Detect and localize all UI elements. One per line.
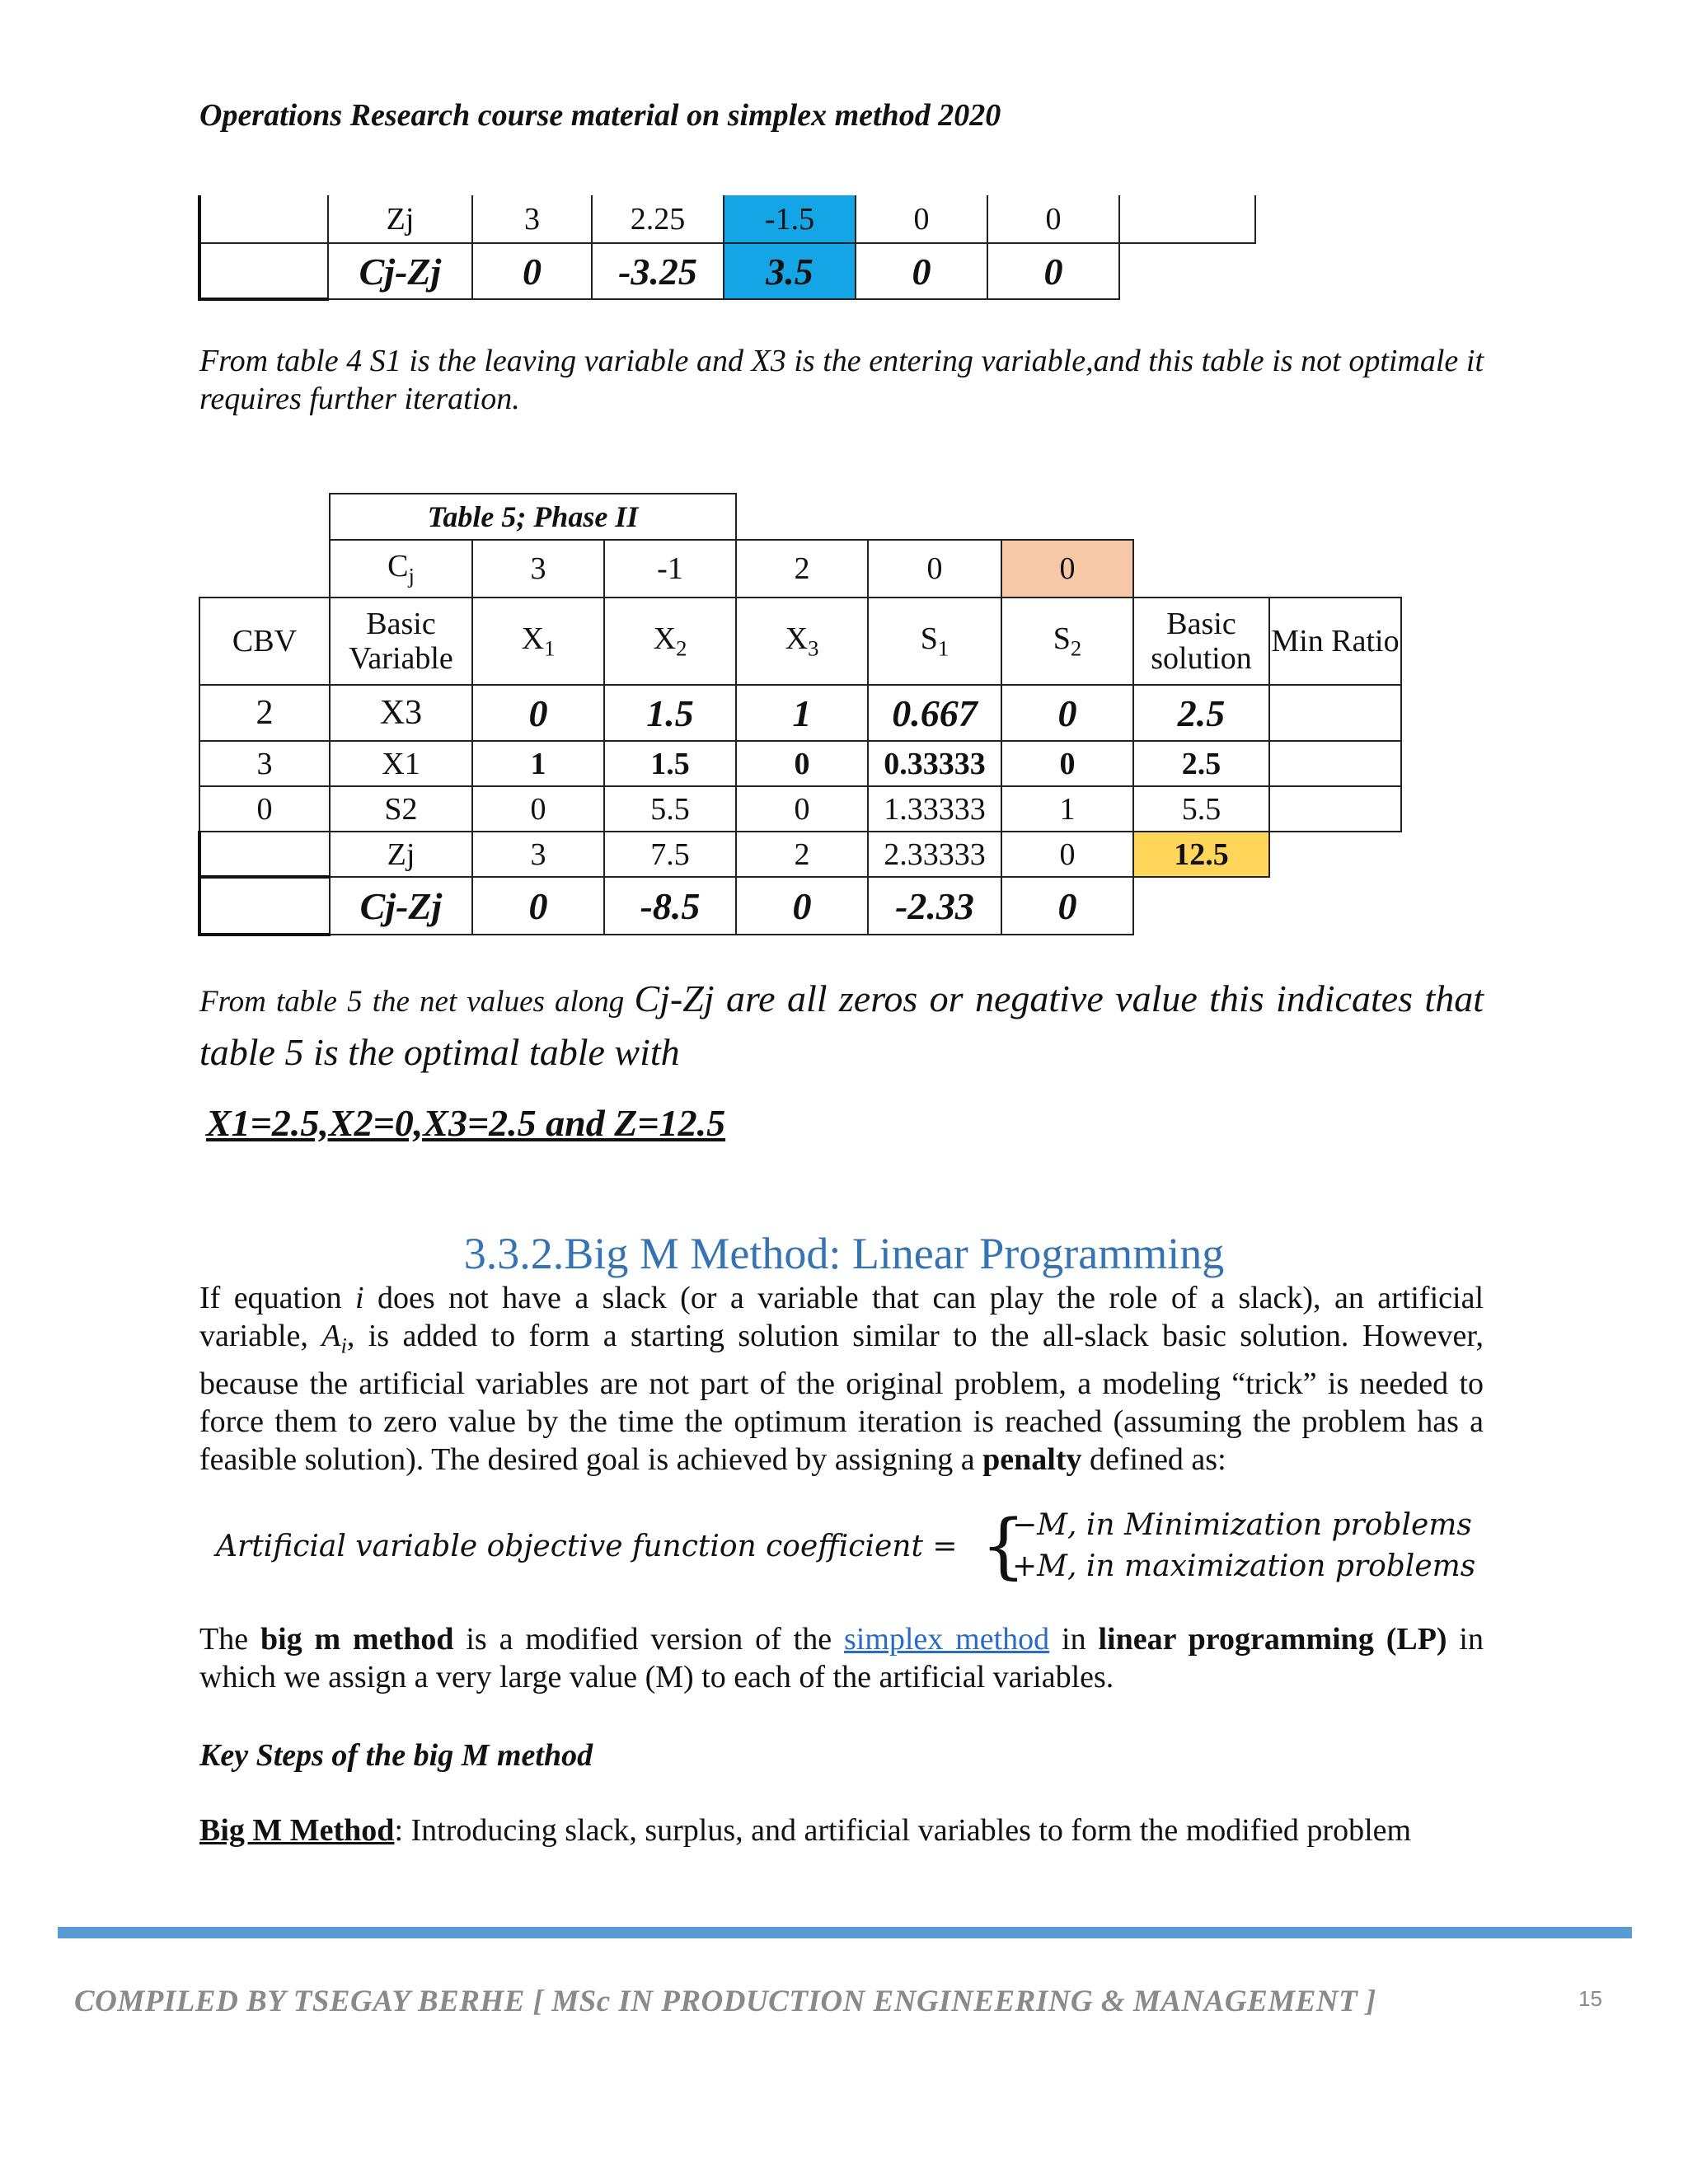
table-cell: 0 <box>199 786 330 832</box>
table-cell: 1 <box>736 685 868 741</box>
paragraph-big-m-intro: If equation i does not have a slack (or a variable that can play the role of a slack), an artificial variable, $A_i$, is added to form a starting solution similar to the all-slack basic solution. However, because the artificial variables are not part of the original problem, a modeling “trick” is needed to force them to zero value by the time the optimum iteration is reached (assuming the problem has a feasible solution). The desired goal is achieved by assigning a penalty defined as: <box>199 1281 1484 1477</box>
table-cell: 1.33333 <box>868 786 1001 832</box>
table-cell: 1.5 <box>604 741 736 786</box>
table-cell <box>1269 741 1401 786</box>
header-cbv: CBV <box>199 598 330 685</box>
header-basic-variable: Basic Variable <box>330 598 472 685</box>
table-cell: 5.5 <box>1133 786 1269 832</box>
table-cell: X1 <box>330 741 472 786</box>
table-cell: Zj <box>330 832 472 877</box>
table-cell: 3 <box>472 195 592 243</box>
table-cell: 0 <box>1001 741 1133 786</box>
table5-zj-row <box>199 832 1401 877</box>
table-cell: 0 <box>736 786 868 832</box>
table-cell <box>199 243 328 299</box>
table-cell <box>199 195 328 243</box>
formula-case-max: +M, in maximization problems <box>1012 1549 1476 1583</box>
table-cell: 3 <box>472 832 604 877</box>
table4-tail <box>198 195 1256 301</box>
optimal-solution: X1=2.5,X2=0,X3=2.5 and Z=12.5 <box>206 1102 726 1144</box>
simplex-method-link[interactable]: simplex method <box>843 1622 1050 1657</box>
table-cell: 0 <box>472 685 604 741</box>
table-row <box>199 685 1401 741</box>
table-cell: -1 <box>604 540 736 598</box>
formula-brace: { <box>981 1505 1026 1587</box>
table-cell: -2.33 <box>868 877 1001 935</box>
table-cell: 2 <box>736 540 868 598</box>
table-cell: 2 <box>199 685 330 741</box>
table-cell: X3 <box>330 685 472 741</box>
table-cell-highlight: -1.5 <box>724 195 856 243</box>
key-steps-heading: Key Steps of the big M method <box>199 1738 593 1773</box>
table-cell: 2.5 <box>1133 741 1269 786</box>
table5-title-row <box>199 494 1401 540</box>
table-cell: 0.667 <box>868 685 1001 741</box>
table-cell: 0.33333 <box>868 741 1001 786</box>
table-cell: -3.25 <box>592 243 724 299</box>
table-cell: Cj-Zj <box>328 243 472 299</box>
table-cell <box>1119 195 1255 243</box>
header-var: $X_3$ <box>736 598 868 685</box>
section-title: 3.3.2.Big M Method: Linear Programming <box>463 1229 1225 1278</box>
page-number: 15 <box>1578 1986 1602 2011</box>
table-cell <box>199 832 330 877</box>
table4-zj-row <box>199 195 1255 243</box>
table-cell: 0 <box>736 741 868 786</box>
table-cell: 0 <box>1001 832 1133 877</box>
footer-text: COMPILED BY TSEGAY BERHE [ MSc IN PRODUCTION ENGINEERING & MANAGEMENT ] <box>74 1985 1376 2018</box>
table-cell: 3 <box>472 540 604 598</box>
table5-header-row <box>199 598 1401 685</box>
table-cell: 5.5 <box>604 786 736 832</box>
running-header: Operations Research course material on simplex method 2020 <box>199 98 1001 133</box>
table-cell: 0 <box>472 243 592 299</box>
table-cell: 7.5 <box>604 832 736 877</box>
table-cell-highlight: 3.5 <box>724 243 856 299</box>
table-cell: 1 <box>1001 786 1133 832</box>
table-cell: 0 <box>856 195 987 243</box>
table-cell <box>1119 243 1255 299</box>
table-cell: S2 <box>330 786 472 832</box>
table-cell: 2.25 <box>592 195 724 243</box>
table-cell <box>199 877 330 935</box>
table-cell: 0 <box>856 243 987 299</box>
header-var: $S_1$ <box>868 598 1001 685</box>
table-cell: 0 <box>736 877 868 935</box>
table-cell <box>1269 685 1401 741</box>
table-cell-highlight: 0 <box>1001 540 1133 598</box>
table5-title: Table 5; Phase II <box>330 494 736 540</box>
table-row <box>199 741 1401 786</box>
formula-lhs: Artificial variable objective function coefficient = <box>216 1530 958 1563</box>
table-cell: 1 <box>472 741 604 786</box>
table-cell: 0 <box>987 243 1119 299</box>
formula-case-min: −M, in Minimization problems <box>1012 1508 1472 1542</box>
table-cell: -8.5 <box>604 877 736 935</box>
table-cell <box>1269 786 1401 832</box>
table-cell: 0 <box>472 786 604 832</box>
table-cell: 3 <box>199 741 330 786</box>
table5-cjzj-row <box>199 877 1401 935</box>
table-cell: 1.5 <box>604 685 736 741</box>
header-var: $S_2$ <box>1001 598 1133 685</box>
footer-rule <box>58 1927 1632 1938</box>
big-m-steps-line: Big M Method: Introducing slack, surplus, and artificial variables to form the modified problem <box>199 1813 1412 1848</box>
table-cell: Zj <box>328 195 472 243</box>
table-cell: 0 <box>472 877 604 935</box>
paragraph-table4-note: From table 4 S1 is the leaving variable and X3 is the entering variable,and this table is not optimale it requires further iteration. <box>199 344 1484 416</box>
table5 <box>198 493 1402 936</box>
cj-label: $C_j$ <box>330 540 472 598</box>
table4-cjzj-row <box>199 243 1255 299</box>
header-basic-solution: Basic solution <box>1133 598 1269 685</box>
table-row <box>199 786 1401 832</box>
table-cell: 0 <box>987 195 1119 243</box>
header-var: $X_2$ <box>604 598 736 685</box>
table-cell: 0 <box>868 540 1001 598</box>
paragraph-big-m-definition: The big m method is a modified version of the simplex method in linear programming (LP) in which we assign a very large value (M) to each of the artificial variables. <box>199 1622 1484 1694</box>
header-var: $X_1$ <box>472 598 604 685</box>
table-cell-highlight: 12.5 <box>1133 832 1269 877</box>
paragraph-optimal-note: From table 5 the net values along Cj-Zj are all zeros or negative value this indicates that table 5 is the optimal table with <box>199 977 1484 1073</box>
table-cell: Cj-Zj <box>330 877 472 935</box>
table-cell: 0 <box>1001 877 1133 935</box>
table-cell: 2 <box>736 832 868 877</box>
table5-cj-row <box>199 540 1401 598</box>
header-min-ratio: Min Ratio <box>1269 598 1401 685</box>
table-cell: 0 <box>1001 685 1133 741</box>
table-cell: 2.5 <box>1133 685 1269 741</box>
table-cell: 2.33333 <box>868 832 1001 877</box>
